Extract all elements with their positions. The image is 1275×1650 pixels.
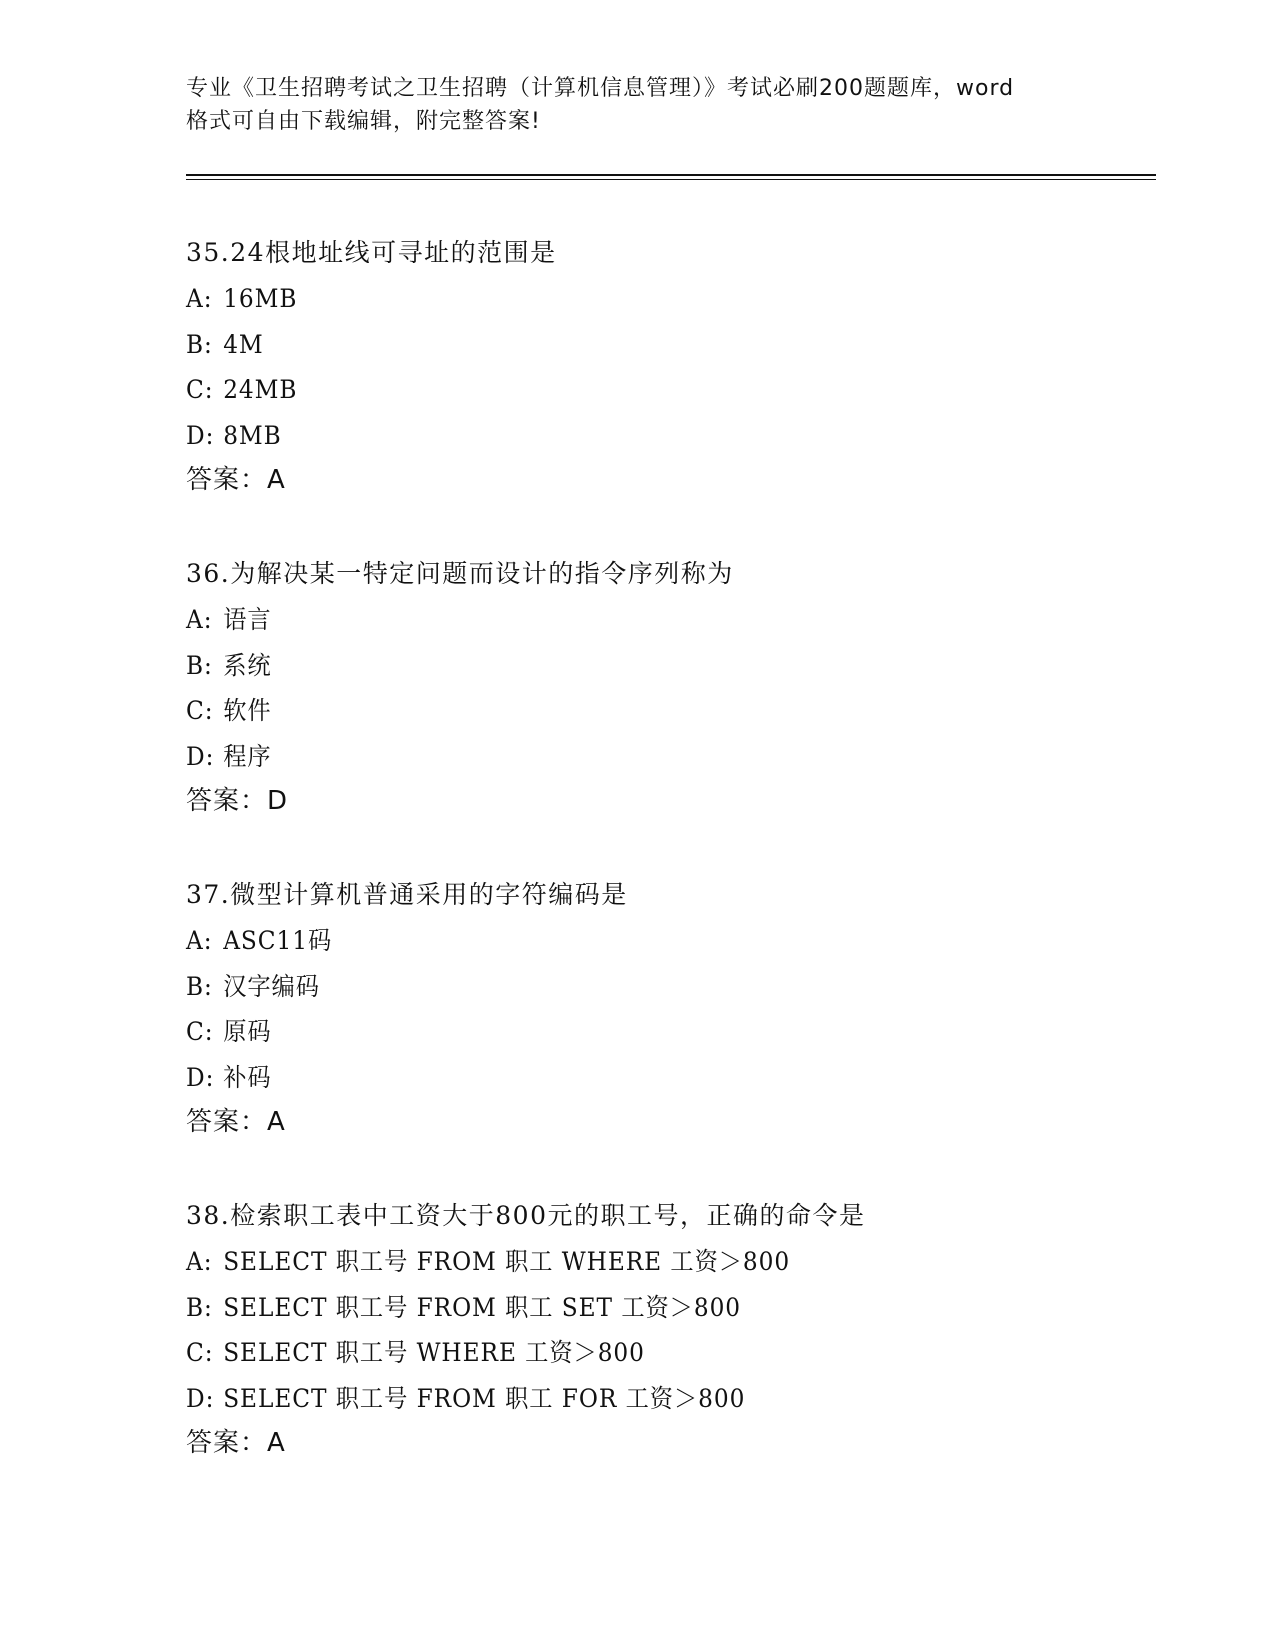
- option-text: 补码: [223, 1062, 272, 1092]
- option-letter: D:: [186, 741, 215, 771]
- option-letter: A:: [186, 284, 213, 313]
- option-text: 16MB: [223, 284, 298, 313]
- option-b: [186, 643, 1088, 689]
- option-text: 软件: [223, 696, 272, 725]
- option-c: [186, 1009, 1088, 1055]
- option-d: [186, 734, 1088, 780]
- option-b: [186, 964, 1088, 1010]
- option-letter: C:: [186, 375, 214, 404]
- option-letter: C:: [186, 696, 214, 725]
- option-letter: A:: [186, 926, 213, 955]
- option-letter: D:: [186, 1383, 215, 1413]
- option-b: [186, 322, 1088, 368]
- option-text: ASC11码: [223, 926, 333, 955]
- option-letter: B:: [186, 971, 213, 1001]
- answer-line: 答案：A: [186, 1428, 286, 1458]
- header-line-1: 专业《卫生招聘考试之卫生招聘（计算机信息管理）》考试必刷200题题库，word: [186, 76, 1015, 101]
- option-d: [186, 1376, 1088, 1422]
- option-c: [186, 367, 1088, 413]
- answer-line: 答案：A: [186, 1107, 286, 1137]
- option-letter: D:: [186, 420, 215, 450]
- question-37: [186, 872, 1156, 1144]
- question-38: [186, 1193, 1156, 1465]
- option-a: [186, 597, 1088, 643]
- header-line-2: 格式可自由下载编辑，附完整答案!: [186, 109, 541, 134]
- option-letter: C:: [186, 1338, 214, 1367]
- option-d: [186, 1055, 1088, 1101]
- question-list: [186, 230, 1156, 1465]
- option-letter: D:: [186, 1062, 215, 1092]
- option-text: SELECT 职工号 FROM 职工 FOR 工资＞800: [223, 1383, 746, 1413]
- document-header: [186, 72, 1156, 138]
- option-letter: A:: [186, 605, 213, 634]
- option-text: SELECT 职工号 FROM 职工 SET 工资＞800: [223, 1292, 742, 1322]
- answer-line: 答案：D: [186, 786, 289, 816]
- option-letter: B:: [186, 650, 213, 680]
- question-title: 35.24根地址线可寻址的范围是: [186, 238, 557, 267]
- option-text: SELECT 职工号 FROM 职工 WHERE 工资＞800: [223, 1247, 791, 1276]
- option-letter: B:: [186, 1292, 213, 1322]
- option-letter: B:: [186, 329, 213, 359]
- option-text: 汉字编码: [223, 971, 320, 1001]
- option-a: [186, 1239, 1088, 1285]
- option-c: [186, 688, 1088, 734]
- option-text: 24MB: [223, 375, 298, 404]
- option-text: 程序: [223, 741, 272, 771]
- option-text: SELECT 职工号 WHERE 工资＞800: [223, 1338, 645, 1367]
- option-a: [186, 276, 1088, 322]
- question-35: [186, 230, 1156, 502]
- option-d: [186, 413, 1088, 459]
- option-text: 4M: [223, 329, 264, 359]
- document-page: [186, 0, 1156, 1514]
- question-title: 37.微型计算机普通采用的字符编码是: [186, 880, 628, 909]
- option-a: [186, 918, 1088, 964]
- question-title: 36.为解决某一特定问题而设计的指令序列称为: [186, 559, 734, 588]
- option-text: 语言: [223, 605, 272, 634]
- option-text: 8MB: [223, 420, 282, 450]
- option-text: 原码: [223, 1017, 272, 1046]
- option-c: [186, 1330, 1088, 1376]
- option-letter: A:: [186, 1247, 213, 1276]
- question-36: [186, 551, 1156, 823]
- header-divider: [186, 174, 1156, 180]
- option-letter: C:: [186, 1017, 214, 1046]
- answer-line: 答案：A: [186, 465, 286, 495]
- option-text: 系统: [223, 650, 272, 680]
- question-title: 38.检索职工表中工资大于800元的职工号，正确的命令是: [186, 1201, 866, 1230]
- option-b: [186, 1285, 1088, 1331]
